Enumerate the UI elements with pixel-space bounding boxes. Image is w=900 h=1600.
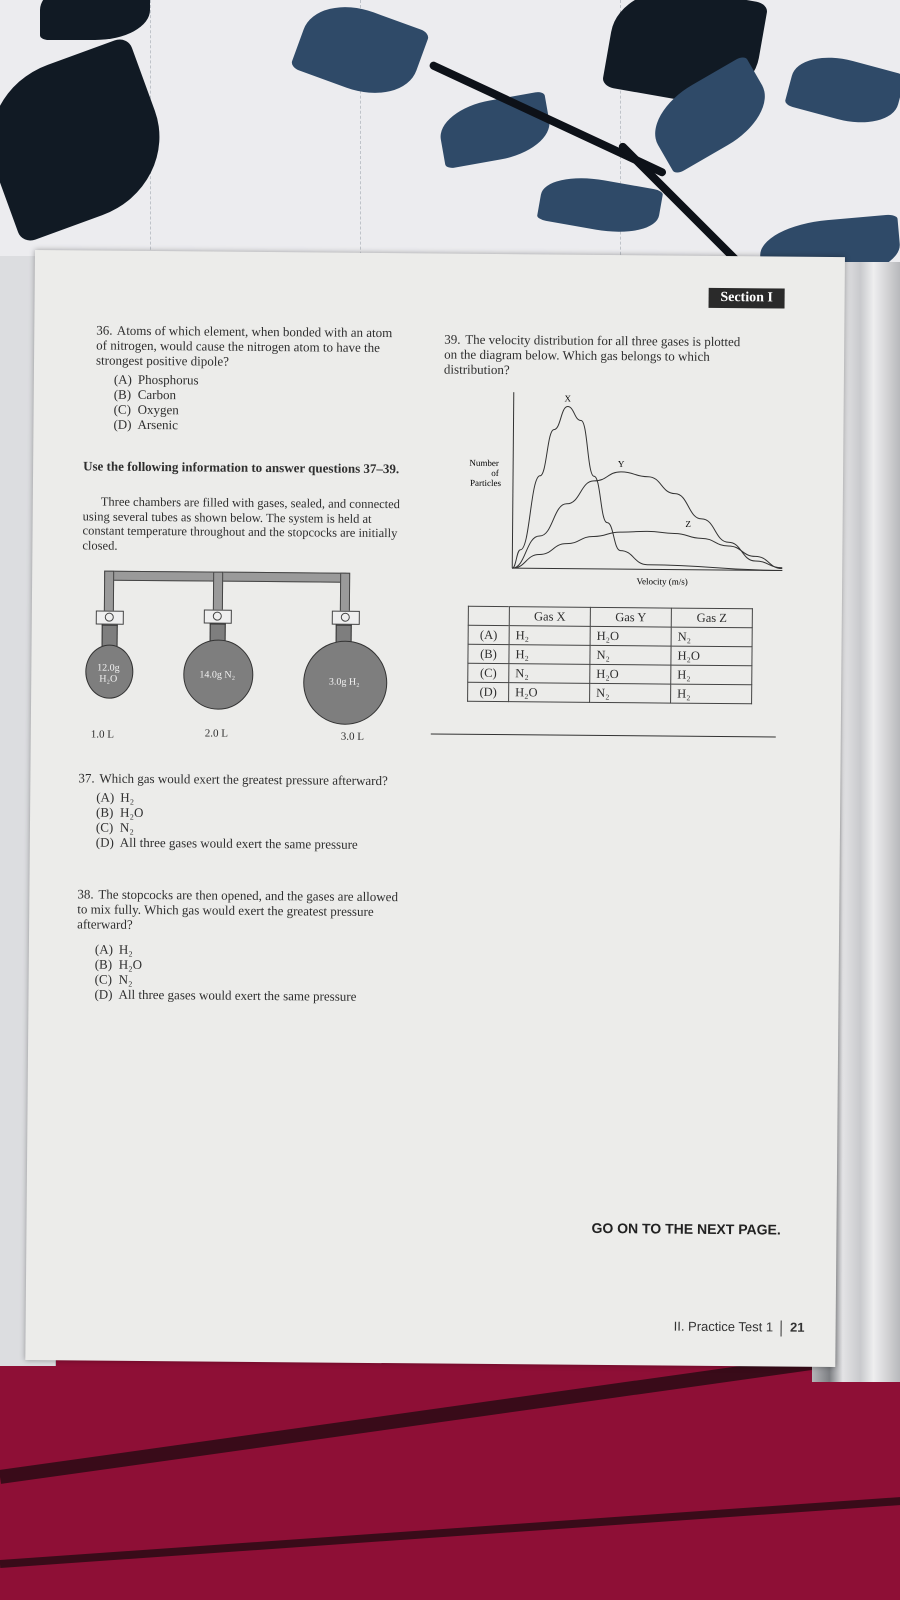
info-paragraph: Three chambers are filled with gases, sealed, and connected using several tubes as shown below. The system is held at constant temperature throughout and the stopcocks are initially closed. <box>82 494 401 553</box>
options-list <box>113 372 396 434</box>
series-line-y <box>512 471 783 571</box>
connecting-tube-top <box>104 571 346 583</box>
table-cell: N₂ <box>590 683 671 703</box>
question-39 <box>444 332 744 380</box>
row-letter: (C) <box>468 663 509 682</box>
option-a[interactable]: (A) H₂ <box>94 941 133 957</box>
table-cell: H₂O <box>671 646 752 666</box>
table-cell: H₂ <box>671 665 752 685</box>
option-b[interactable]: (B) Carbon <box>113 386 177 403</box>
option-c[interactable]: (C) N₂ <box>94 971 133 987</box>
footer-label: II. Practice Test 1 <box>673 1318 774 1335</box>
question-text: Atoms of which element, when bonded with an atom of nitrogen, would cause the nitrogen atom to have the strongest positive dipole? <box>95 322 393 369</box>
option-d[interactable]: (D) All three gases would exert the same pressure <box>95 834 358 852</box>
question-36 <box>95 323 396 435</box>
question-text: The stopcocks are then opened, and the gases are allowed to mix fully. Which gas would exert the greatest pressure afterward? <box>77 886 399 932</box>
table-cell: N₂ <box>509 664 590 684</box>
page-number: 21 <box>790 1319 805 1335</box>
velocity-distribution-chart <box>462 384 794 602</box>
option-b[interactable]: (B) H₂O <box>94 956 143 972</box>
question-text: The velocity distribution for all three gases is plotted on the diagram below. Which gas belongs to which distribution? <box>443 331 741 378</box>
series-label-z: Z <box>685 519 691 530</box>
blanket-background <box>0 1340 900 1600</box>
volume-label-2: 2.0 L <box>204 727 229 740</box>
option-c[interactable]: (C) Oxygen <box>113 401 179 418</box>
table-row[interactable] <box>468 663 752 684</box>
stopcock-1[interactable] <box>96 611 124 625</box>
option-a[interactable]: (A) H₂ <box>96 789 135 805</box>
option-d[interactable]: (D) All three gases would exert the same pressure <box>94 986 357 1004</box>
row-letter: (B) <box>468 644 509 663</box>
x-axis-label: Velocity (m/s) <box>636 576 688 587</box>
row-letter: (D) <box>468 682 509 701</box>
series-label-y: Y <box>617 458 625 469</box>
bulb-2-label: 14.0g N₂ <box>199 669 236 681</box>
question-number: 37. <box>78 770 95 786</box>
bulb-3-label: 3.0g H₂ <box>328 676 360 688</box>
table-cell: N₂ <box>671 627 752 647</box>
table-row[interactable] <box>468 644 752 665</box>
page-footer <box>674 1319 805 1337</box>
options-list <box>94 942 407 1005</box>
table-header-row <box>468 606 752 627</box>
footer-divider <box>781 1320 782 1336</box>
divider <box>431 733 776 737</box>
apparatus-diagram <box>79 568 400 741</box>
table-cell: H₂ <box>509 626 590 646</box>
stopcock-3[interactable] <box>332 611 360 625</box>
volume-label-1: 1.0 L <box>90 728 115 741</box>
bulb-1-label: 12.0g H₂O <box>97 662 120 685</box>
header-cell: Gas Z <box>671 608 752 628</box>
table-cell: N₂ <box>590 645 671 665</box>
table-cell: H₂ <box>509 645 590 665</box>
header-cell: Gas Y <box>590 607 671 627</box>
options-list <box>96 790 419 853</box>
volume-label-3: 3.0 L <box>340 730 365 743</box>
answer-table <box>467 606 753 704</box>
textbook-page <box>25 250 845 1367</box>
table-cell: H₂O <box>590 664 671 684</box>
question-37 <box>78 770 419 852</box>
question-number: 39. <box>444 331 461 347</box>
table-cell: H₂O <box>590 626 671 646</box>
question-number: 38. <box>77 886 94 902</box>
y-axis-label: Number of Particles <box>469 457 502 489</box>
go-next-page-notice: GO ON TO THE NEXT PAGE. <box>591 1219 781 1238</box>
option-a[interactable]: (A) Phosphorus <box>113 371 199 388</box>
stopcock-2[interactable] <box>204 609 232 623</box>
table-row[interactable] <box>468 682 752 703</box>
row-letter: (A) <box>468 625 509 644</box>
table-cell: H₂O <box>509 683 590 703</box>
y-axis <box>512 392 514 568</box>
question-38 <box>76 886 407 1004</box>
section-tag: Section I <box>709 288 785 309</box>
option-d[interactable]: (D) Arsenic <box>113 416 178 433</box>
option-c[interactable]: (C) N₂ <box>95 819 134 835</box>
table-cell: H₂ <box>671 684 752 704</box>
question-text: Which gas would exert the greatest pressure afterward? <box>99 770 388 789</box>
series-line-x <box>512 406 783 570</box>
option-b[interactable]: (B) H₂O <box>96 804 144 820</box>
table-row[interactable] <box>468 625 752 646</box>
header-cell: Gas X <box>509 607 590 627</box>
header-cell <box>468 606 509 625</box>
question-number: 36. <box>96 322 113 338</box>
series-label-x: X <box>564 393 572 404</box>
info-heading: Use the following information to answer questions 37–39. <box>83 458 400 477</box>
